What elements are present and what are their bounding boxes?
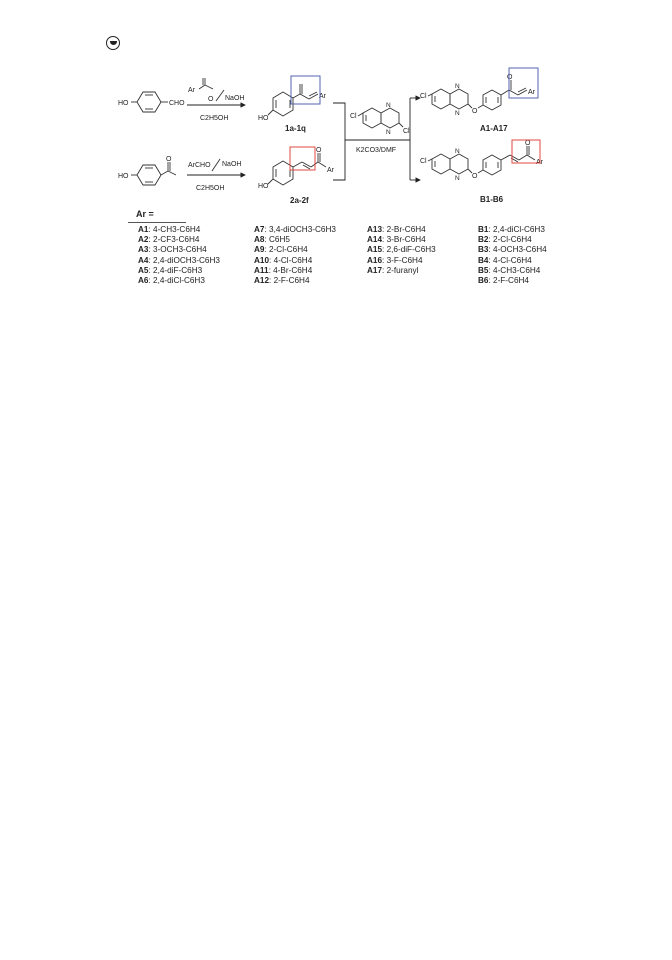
ar-label-4: Ar xyxy=(536,159,543,166)
ho-label-3: HO xyxy=(118,173,129,180)
legend-column-2 xyxy=(254,225,336,286)
legend-substituent: : 4-CH3-C6H4 xyxy=(148,225,201,234)
compound-label-b1-b6: B1-B6 xyxy=(480,195,504,204)
cl-label-4: Cl xyxy=(420,158,427,165)
o-label-2: O xyxy=(316,147,322,154)
legend-substituent: : 3-OCH3-C6H4 xyxy=(148,245,207,255)
legend-code: A2 xyxy=(138,235,149,245)
n-label-2: N xyxy=(386,129,391,136)
legend-substituent: : 4-Cl-C6H4 xyxy=(488,255,532,265)
legend-entry xyxy=(367,266,436,276)
legend-code: A6 xyxy=(138,275,149,285)
legend-code: A15 xyxy=(367,245,383,255)
reagent-acetophenone xyxy=(188,78,244,103)
legend-entry xyxy=(367,225,436,235)
legend-substituent: : 2,4-diCl-C6H3 xyxy=(488,225,545,234)
ar-legend-header: Ar = xyxy=(136,209,154,219)
n-label-1: N xyxy=(386,102,391,109)
o-reagent-label: O xyxy=(208,96,214,103)
archo-label: ArCHO xyxy=(188,162,211,169)
legend-entry xyxy=(478,245,547,255)
legend-code: A11 xyxy=(254,265,269,275)
cl-label-1: Cl xyxy=(350,113,357,120)
reactant-hydroxyacetophenone xyxy=(118,156,176,185)
ho-label-2: HO xyxy=(258,115,269,122)
legend-substituent: : 2-F-C6H4 xyxy=(488,275,529,285)
ho-label-4: HO xyxy=(258,183,269,190)
legend-substituent: : C6H5 xyxy=(264,235,290,245)
legend-column-1 xyxy=(138,225,220,286)
n-label-3: N xyxy=(455,83,460,90)
legend-substituent: : 4-OCH3-C6H4 xyxy=(488,245,547,255)
reaction-scheme xyxy=(0,0,672,330)
legend-entry xyxy=(254,256,336,266)
n-label-6: N xyxy=(455,175,460,182)
legend-entry xyxy=(138,225,220,235)
n-label-4: N xyxy=(455,110,460,117)
naoh-label-2: NaOH xyxy=(222,161,242,168)
legend-entry xyxy=(138,266,220,276)
solvent-label-1: C2H5OH xyxy=(200,115,229,122)
solvent-label-2: C2H5OH xyxy=(196,185,225,192)
legend-code: B3 xyxy=(478,245,489,255)
legend-code: B1 xyxy=(478,225,489,234)
legend-column-3 xyxy=(367,225,436,276)
legend-substituent: : 2-Cl-C6H4 xyxy=(264,245,308,255)
legend-code: A5 xyxy=(138,265,149,275)
intermediate-1 xyxy=(258,76,327,133)
legend-entry xyxy=(138,245,220,255)
ar-label-1: Ar xyxy=(319,93,326,100)
legend-entry xyxy=(254,225,336,235)
legend-code: A10 xyxy=(254,255,270,265)
legend-code: A12 xyxy=(254,275,270,285)
legend-substituent: : 2,4-diF-C6H3 xyxy=(148,265,203,275)
legend-entry xyxy=(478,276,547,286)
cho-label: CHO xyxy=(169,100,185,107)
legend-code: B5 xyxy=(478,265,489,275)
legend-code: A8 xyxy=(254,235,265,245)
ar-label-3: Ar xyxy=(528,89,535,96)
o-label-6: O xyxy=(525,140,531,147)
legend-entry xyxy=(254,235,336,245)
legend-code: A1 xyxy=(138,225,149,234)
legend-entry xyxy=(254,276,336,286)
legend-entry xyxy=(138,235,220,245)
legend-substituent: : 2,6-diF-C6H3 xyxy=(382,245,436,255)
legend-code: B2 xyxy=(478,235,489,245)
legend-code: A13 xyxy=(367,225,383,234)
legend-substituent: : 4-Cl-C6H4 xyxy=(269,255,313,265)
o-label-5: O xyxy=(472,173,478,180)
ho-label-1: HO xyxy=(118,100,129,107)
o-label-3: O xyxy=(472,108,478,115)
o-label-1: O xyxy=(166,156,172,163)
legend-substituent: : 4-CH3-C6H4 xyxy=(488,265,541,275)
cl-label-2: Cl xyxy=(403,128,410,135)
legend-entry xyxy=(478,225,547,235)
o-label-4: O xyxy=(507,74,513,81)
compound-label-2a-2f: 2a-2f xyxy=(290,196,309,205)
legend-code: A9 xyxy=(254,245,265,255)
legend-substituent: : 2-Br-C6H4 xyxy=(382,225,426,234)
ar-label-2: Ar xyxy=(327,167,334,174)
legend-substituent: : 3,4-diOCH3-C6H3 xyxy=(264,225,336,234)
k2co3-dmf-label: K2CO3/DMF xyxy=(356,147,397,154)
intermediate-2 xyxy=(258,147,335,205)
legend-code: A4 xyxy=(138,255,149,265)
reactant-hydroxybenzaldehyde xyxy=(118,92,185,112)
legend-entry xyxy=(367,235,436,245)
legend-divider xyxy=(128,222,186,223)
legend-substituent: : 2,4-diCl-C6H3 xyxy=(148,275,205,285)
legend-code: A3 xyxy=(138,245,149,255)
legend-substituent: : 2-furanyl xyxy=(382,265,419,275)
legend-entry xyxy=(138,276,220,286)
n-label-5: N xyxy=(455,148,460,155)
legend-entry xyxy=(254,245,336,255)
legend-code: B6 xyxy=(478,275,489,285)
converging-bracket xyxy=(333,103,345,180)
compound-label-1a-1q: 1a-1q xyxy=(285,124,306,133)
legend-entry xyxy=(478,266,547,276)
legend-substituent: : 3-Br-C6H4 xyxy=(382,235,426,245)
legend-entry xyxy=(254,266,336,276)
legend-substituent: : 2,4-diOCH3-C6H3 xyxy=(148,255,220,265)
legend-code: A14 xyxy=(367,235,383,245)
legend-entry xyxy=(367,245,436,255)
legend-entry xyxy=(478,235,547,245)
compound-label-a1-a17: A1-A17 xyxy=(480,124,508,133)
product-a-series xyxy=(420,68,538,133)
legend-substituent: : 2-Cl-C6H4 xyxy=(488,235,532,245)
legend-entry xyxy=(367,256,436,266)
ar-reagent-label: Ar xyxy=(188,87,195,94)
cl-label-3: Cl xyxy=(420,93,427,100)
legend-substituent: : 2-CF3-C6H4 xyxy=(148,235,200,245)
legend-substituent: : 3-F-C6H4 xyxy=(382,255,423,265)
legend-code: A16 xyxy=(367,255,383,265)
legend-code: A7 xyxy=(254,225,265,234)
legend-code: B4 xyxy=(478,255,489,265)
legend-substituent: : 4-Br-C6H4 xyxy=(268,265,313,275)
product-b-series xyxy=(420,140,544,204)
legend-entry xyxy=(478,256,547,266)
legend-entry xyxy=(138,256,220,266)
legend-substituent: : 2-F-C6H4 xyxy=(269,275,310,285)
naoh-label-1: NaOH xyxy=(225,95,245,102)
legend-column-4 xyxy=(478,225,547,286)
blue-highlight-box xyxy=(291,76,320,104)
reagent-dichloroquinoxaline xyxy=(350,102,410,136)
legend-code: A17 xyxy=(367,265,383,275)
